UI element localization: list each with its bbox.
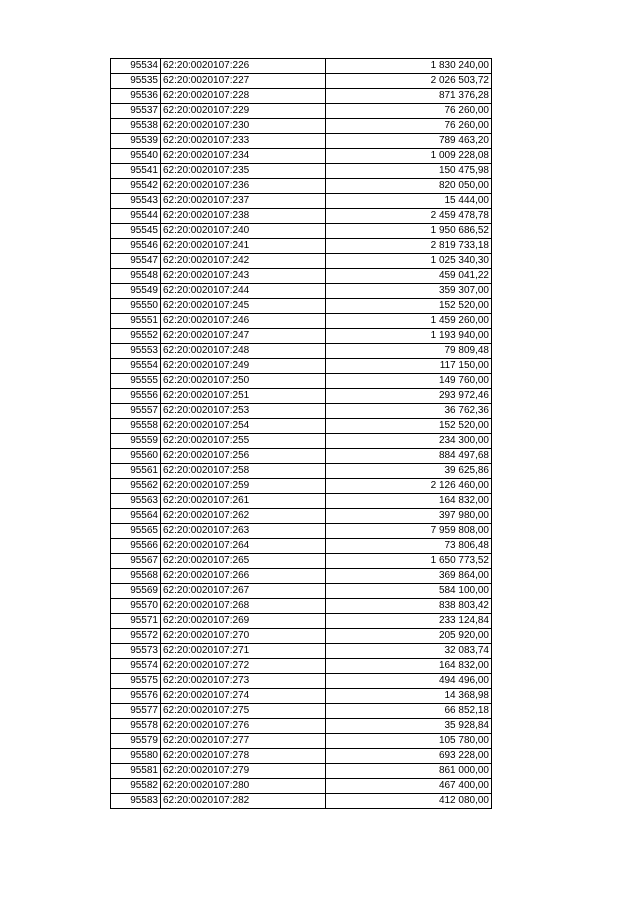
table-row	[111, 284, 492, 299]
cadastral-number-cell: 62:20:0020107:258	[161, 464, 326, 479]
value-cell: 36 762,36	[326, 404, 492, 419]
value-cell: 66 852,18	[326, 704, 492, 719]
value-cell: 32 083,74	[326, 644, 492, 659]
table-row	[111, 734, 492, 749]
cadastral-number-cell: 62:20:0020107:251	[161, 389, 326, 404]
cadastral-number-cell: 62:20:0020107:248	[161, 344, 326, 359]
cadastral-number-cell: 62:20:0020107:234	[161, 149, 326, 164]
cadastral-number-cell: 62:20:0020107:275	[161, 704, 326, 719]
cadastral-number-cell: 62:20:0020107:235	[161, 164, 326, 179]
value-cell: 152 520,00	[326, 299, 492, 314]
row-number-cell: 95566	[111, 539, 161, 554]
cadastral-number-cell: 62:20:0020107:227	[161, 74, 326, 89]
value-cell: 871 376,28	[326, 89, 492, 104]
table-row	[111, 509, 492, 524]
cadastral-number-cell: 62:20:0020107:237	[161, 194, 326, 209]
value-cell: 164 832,00	[326, 659, 492, 674]
row-number-cell: 95560	[111, 449, 161, 464]
row-number-cell: 95580	[111, 749, 161, 764]
cadastral-number-cell: 62:20:0020107:272	[161, 659, 326, 674]
table-row	[111, 179, 492, 194]
row-number-cell: 95542	[111, 179, 161, 194]
cadastral-number-cell: 62:20:0020107:263	[161, 524, 326, 539]
value-cell: 693 228,00	[326, 749, 492, 764]
cadastral-number-cell: 62:20:0020107:238	[161, 209, 326, 224]
cadastral-number-cell: 62:20:0020107:264	[161, 539, 326, 554]
value-cell: 7 959 808,00	[326, 524, 492, 539]
row-number-cell: 95577	[111, 704, 161, 719]
value-cell: 2 459 478,78	[326, 209, 492, 224]
cadastral-number-cell: 62:20:0020107:236	[161, 179, 326, 194]
cadastral-number-cell: 62:20:0020107:250	[161, 374, 326, 389]
table-row	[111, 749, 492, 764]
row-number-cell: 95549	[111, 284, 161, 299]
cadastral-number-cell: 62:20:0020107:279	[161, 764, 326, 779]
table-row	[111, 374, 492, 389]
value-cell: 838 803,42	[326, 599, 492, 614]
value-cell: 861 000,00	[326, 764, 492, 779]
table-row	[111, 254, 492, 269]
row-number-cell: 95556	[111, 389, 161, 404]
value-cell: 150 475,98	[326, 164, 492, 179]
table-row	[111, 629, 492, 644]
row-number-cell: 95551	[111, 314, 161, 329]
table-row	[111, 764, 492, 779]
value-cell: 584 100,00	[326, 584, 492, 599]
row-number-cell: 95559	[111, 434, 161, 449]
table-row	[111, 404, 492, 419]
row-number-cell: 95545	[111, 224, 161, 239]
cadastral-number-cell: 62:20:0020107:249	[161, 359, 326, 374]
value-cell: 2 819 733,18	[326, 239, 492, 254]
row-number-cell: 95564	[111, 509, 161, 524]
table-row	[111, 689, 492, 704]
cadastral-number-cell: 62:20:0020107:233	[161, 134, 326, 149]
cadastral-number-cell: 62:20:0020107:276	[161, 719, 326, 734]
value-cell: 164 832,00	[326, 494, 492, 509]
cadastral-number-cell: 62:20:0020107:262	[161, 509, 326, 524]
value-cell: 152 520,00	[326, 419, 492, 434]
cadastral-number-cell: 62:20:0020107:229	[161, 104, 326, 119]
row-number-cell: 95547	[111, 254, 161, 269]
table-row	[111, 779, 492, 794]
value-cell: 359 307,00	[326, 284, 492, 299]
table-row	[111, 539, 492, 554]
row-number-cell: 95540	[111, 149, 161, 164]
table-row	[111, 104, 492, 119]
row-number-cell: 95544	[111, 209, 161, 224]
table-row	[111, 419, 492, 434]
row-number-cell: 95534	[111, 59, 161, 74]
cadastral-number-cell: 62:20:0020107:255	[161, 434, 326, 449]
table-row	[111, 704, 492, 719]
table-row	[111, 644, 492, 659]
row-number-cell: 95571	[111, 614, 161, 629]
row-number-cell: 95538	[111, 119, 161, 134]
table-row	[111, 479, 492, 494]
table-row	[111, 494, 492, 509]
cadastral-number-cell: 62:20:0020107:277	[161, 734, 326, 749]
value-cell: 76 260,00	[326, 119, 492, 134]
value-cell: 79 809,48	[326, 344, 492, 359]
row-number-cell: 95583	[111, 794, 161, 809]
row-number-cell: 95572	[111, 629, 161, 644]
row-number-cell: 95557	[111, 404, 161, 419]
value-cell: 789 463,20	[326, 134, 492, 149]
row-number-cell: 95537	[111, 104, 161, 119]
cadastral-number-cell: 62:20:0020107:244	[161, 284, 326, 299]
value-cell: 233 124,84	[326, 614, 492, 629]
row-number-cell: 95581	[111, 764, 161, 779]
cadastral-number-cell: 62:20:0020107:267	[161, 584, 326, 599]
value-cell: 117 150,00	[326, 359, 492, 374]
cadastral-number-cell: 62:20:0020107:247	[161, 329, 326, 344]
value-cell: 884 497,68	[326, 449, 492, 464]
row-number-cell: 95541	[111, 164, 161, 179]
value-cell: 234 300,00	[326, 434, 492, 449]
cadastral-number-cell: 62:20:0020107:273	[161, 674, 326, 689]
value-cell: 1 830 240,00	[326, 59, 492, 74]
value-cell: 2 126 460,00	[326, 479, 492, 494]
table-body	[111, 59, 492, 809]
table-row	[111, 659, 492, 674]
value-cell: 1 459 260,00	[326, 314, 492, 329]
table-row	[111, 224, 492, 239]
cadastral-number-cell: 62:20:0020107:271	[161, 644, 326, 659]
table-row	[111, 194, 492, 209]
value-cell: 205 920,00	[326, 629, 492, 644]
row-number-cell: 95573	[111, 644, 161, 659]
row-number-cell: 95535	[111, 74, 161, 89]
value-cell: 35 928,84	[326, 719, 492, 734]
table-row	[111, 59, 492, 74]
cadastral-number-cell: 62:20:0020107:254	[161, 419, 326, 434]
row-number-cell: 95570	[111, 599, 161, 614]
table-row	[111, 599, 492, 614]
value-cell: 73 806,48	[326, 539, 492, 554]
cadastral-number-cell: 62:20:0020107:242	[161, 254, 326, 269]
table-row	[111, 89, 492, 104]
cadastral-value-table	[110, 58, 492, 809]
value-cell: 149 760,00	[326, 374, 492, 389]
row-number-cell: 95575	[111, 674, 161, 689]
value-cell: 459 041,22	[326, 269, 492, 284]
row-number-cell: 95569	[111, 584, 161, 599]
cadastral-number-cell: 62:20:0020107:261	[161, 494, 326, 509]
value-cell: 293 972,46	[326, 389, 492, 404]
value-cell: 397 980,00	[326, 509, 492, 524]
table-row	[111, 719, 492, 734]
table-row	[111, 74, 492, 89]
row-number-cell: 95561	[111, 464, 161, 479]
row-number-cell: 95565	[111, 524, 161, 539]
row-number-cell: 95578	[111, 719, 161, 734]
row-number-cell: 95553	[111, 344, 161, 359]
row-number-cell: 95552	[111, 329, 161, 344]
cadastral-number-cell: 62:20:0020107:230	[161, 119, 326, 134]
cadastral-number-cell: 62:20:0020107:259	[161, 479, 326, 494]
table-row	[111, 269, 492, 284]
value-cell: 1 025 340,30	[326, 254, 492, 269]
row-number-cell: 95548	[111, 269, 161, 284]
cadastral-number-cell: 62:20:0020107:256	[161, 449, 326, 464]
table-row	[111, 329, 492, 344]
table-row	[111, 464, 492, 479]
table-row	[111, 614, 492, 629]
table-row	[111, 344, 492, 359]
table-row	[111, 164, 492, 179]
row-number-cell: 95579	[111, 734, 161, 749]
row-number-cell: 95562	[111, 479, 161, 494]
cadastral-number-cell: 62:20:0020107:240	[161, 224, 326, 239]
row-number-cell: 95550	[111, 299, 161, 314]
row-number-cell: 95543	[111, 194, 161, 209]
cadastral-number-cell: 62:20:0020107:226	[161, 59, 326, 74]
row-number-cell: 95554	[111, 359, 161, 374]
value-cell: 369 864,00	[326, 569, 492, 584]
value-cell: 15 444,00	[326, 194, 492, 209]
row-number-cell: 95563	[111, 494, 161, 509]
table-row	[111, 149, 492, 164]
cadastral-number-cell: 62:20:0020107:269	[161, 614, 326, 629]
value-cell: 14 368,98	[326, 689, 492, 704]
cadastral-number-cell: 62:20:0020107:280	[161, 779, 326, 794]
cadastral-number-cell: 62:20:0020107:266	[161, 569, 326, 584]
table-row	[111, 359, 492, 374]
table-row	[111, 209, 492, 224]
table-row	[111, 389, 492, 404]
table-row	[111, 299, 492, 314]
value-cell: 76 260,00	[326, 104, 492, 119]
table-row	[111, 239, 492, 254]
value-cell: 494 496,00	[326, 674, 492, 689]
cadastral-number-cell: 62:20:0020107:270	[161, 629, 326, 644]
row-number-cell: 95582	[111, 779, 161, 794]
row-number-cell: 95567	[111, 554, 161, 569]
row-number-cell: 95539	[111, 134, 161, 149]
table-row	[111, 524, 492, 539]
table-row	[111, 434, 492, 449]
value-cell: 39 625,86	[326, 464, 492, 479]
value-cell: 1 950 686,52	[326, 224, 492, 239]
cadastral-number-cell: 62:20:0020107:246	[161, 314, 326, 329]
value-cell: 467 400,00	[326, 779, 492, 794]
value-cell: 1 650 773,52	[326, 554, 492, 569]
cadastral-number-cell: 62:20:0020107:278	[161, 749, 326, 764]
value-cell: 1 009 228,08	[326, 149, 492, 164]
cadastral-number-cell: 62:20:0020107:241	[161, 239, 326, 254]
row-number-cell: 95568	[111, 569, 161, 584]
cadastral-number-cell: 62:20:0020107:243	[161, 269, 326, 284]
value-cell: 105 780,00	[326, 734, 492, 749]
value-cell: 412 080,00	[326, 794, 492, 809]
value-cell: 2 026 503,72	[326, 74, 492, 89]
row-number-cell: 95555	[111, 374, 161, 389]
cadastral-number-cell: 62:20:0020107:253	[161, 404, 326, 419]
row-number-cell: 95546	[111, 239, 161, 254]
table-row	[111, 134, 492, 149]
table-row	[111, 119, 492, 134]
cadastral-number-cell: 62:20:0020107:268	[161, 599, 326, 614]
cadastral-number-cell: 62:20:0020107:228	[161, 89, 326, 104]
cadastral-number-cell: 62:20:0020107:245	[161, 299, 326, 314]
table-row	[111, 674, 492, 689]
value-cell: 820 050,00	[326, 179, 492, 194]
table-row	[111, 569, 492, 584]
row-number-cell: 95574	[111, 659, 161, 674]
table-row	[111, 554, 492, 569]
table-row	[111, 794, 492, 809]
value-cell: 1 193 940,00	[326, 329, 492, 344]
row-number-cell: 95558	[111, 419, 161, 434]
cadastral-number-cell: 62:20:0020107:265	[161, 554, 326, 569]
table-row	[111, 314, 492, 329]
cadastral-number-cell: 62:20:0020107:274	[161, 689, 326, 704]
table-row	[111, 584, 492, 599]
row-number-cell: 95536	[111, 89, 161, 104]
row-number-cell: 95576	[111, 689, 161, 704]
table-row	[111, 449, 492, 464]
cadastral-number-cell: 62:20:0020107:282	[161, 794, 326, 809]
